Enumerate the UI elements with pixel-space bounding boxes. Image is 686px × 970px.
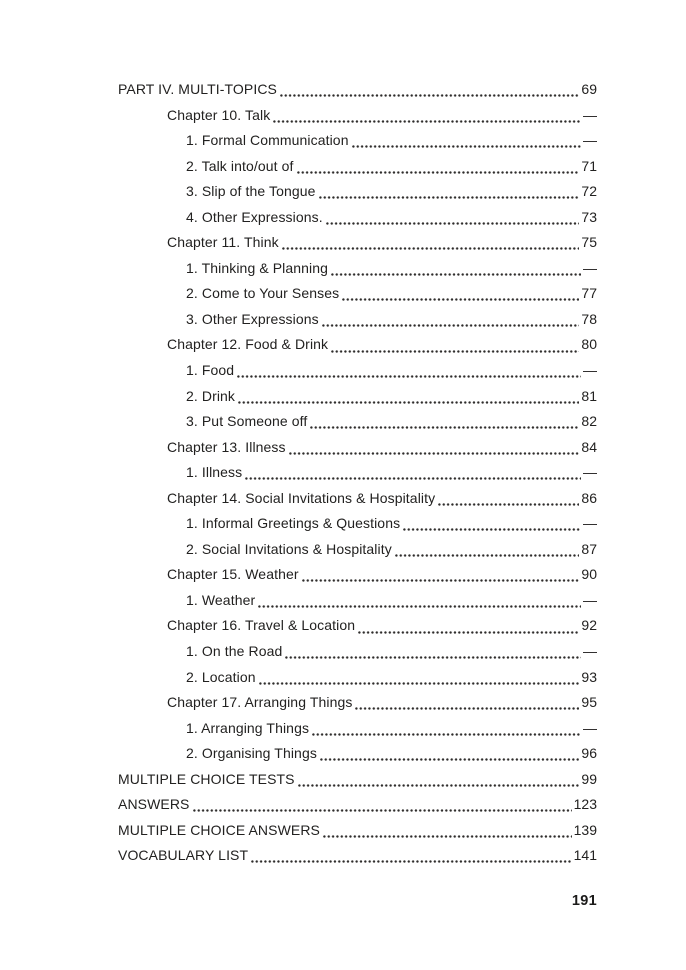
toc-entry <box>118 690 597 716</box>
toc-entry-label: 1. Arranging Things <box>186 719 310 736</box>
toc-entry-page: 71 <box>581 157 597 174</box>
toc-entry-page: — <box>583 362 597 379</box>
toc-entry-page: 139 <box>573 821 597 838</box>
dot-leader <box>193 809 572 812</box>
dot-leader <box>342 298 579 301</box>
toc-entry-page: — <box>583 515 597 532</box>
dot-leader <box>352 145 581 148</box>
dot-leader <box>358 631 579 634</box>
toc-entry-page: — <box>583 132 597 149</box>
toc-entry-label: 1. On the Road <box>186 643 283 660</box>
toc-entry-label: VOCABULARY LIST <box>118 847 249 864</box>
toc-entry <box>118 562 597 588</box>
toc-entry-page: — <box>583 259 597 276</box>
toc-entry <box>118 843 597 869</box>
toc-entry-label: Chapter 17. Arranging Things <box>167 694 353 711</box>
dot-leader <box>320 758 579 761</box>
toc-entry-label: 1. Food <box>186 362 235 379</box>
toc-entry-page: 141 <box>573 847 597 864</box>
toc-entry-page: 75 <box>581 234 597 251</box>
dot-leader <box>326 222 580 225</box>
toc-entry <box>118 332 597 358</box>
dot-leader <box>245 477 581 480</box>
toc-entry-page: — <box>583 106 597 123</box>
toc-entry-page: 93 <box>581 668 597 685</box>
dot-leader <box>238 401 579 404</box>
toc-entry-label: Chapter 13. Illness <box>167 438 286 455</box>
dot-leader <box>331 273 581 276</box>
dot-leader <box>280 94 579 97</box>
toc-entry-label: Chapter 16. Travel & Location <box>167 617 356 634</box>
toc-entry-label: 1. Informal Greetings & Questions <box>186 515 401 532</box>
dot-leader <box>251 860 571 863</box>
toc-entry-page: — <box>583 464 597 481</box>
dot-leader <box>319 196 580 199</box>
dot-leader <box>310 426 579 429</box>
toc-entry-page: 73 <box>581 208 597 225</box>
toc-entry <box>118 613 597 639</box>
toc-entry-page: 90 <box>581 566 597 583</box>
toc-entry-label: MULTIPLE CHOICE TESTS <box>118 770 295 787</box>
dot-leader <box>285 656 581 659</box>
dot-leader <box>312 733 581 736</box>
toc-entry-label: 2. Come to Your Senses <box>186 285 340 302</box>
toc-entry-label: Chapter 14. Social Invitations & Hospitality <box>167 489 436 506</box>
toc-entry-label: 2. Organising Things <box>186 745 317 762</box>
toc-entry <box>118 179 597 205</box>
toc-entry <box>118 103 597 129</box>
dot-leader <box>403 528 581 531</box>
toc-entry-label: 1. Weather <box>186 591 256 608</box>
toc-entry-label: Chapter 12. Food & Drink <box>167 336 329 353</box>
toc-entry-label: 3. Put Someone off <box>186 413 308 430</box>
toc-entry-page: 80 <box>581 336 597 353</box>
toc-entry-label: 3. Slip of the Tongue <box>186 183 316 200</box>
toc-entry-page: 96 <box>581 745 597 762</box>
toc-entry-label: MULTIPLE CHOICE ANSWERS <box>118 821 320 838</box>
dot-leader <box>438 503 579 506</box>
toc-entry <box>118 639 597 665</box>
toc-entry <box>118 537 597 563</box>
toc-entry <box>118 511 597 537</box>
toc-entry-label: PART IV. MULTI-TOPICS <box>118 81 277 97</box>
dot-leader <box>258 605 581 608</box>
toc-entry <box>118 358 597 384</box>
toc-entry <box>118 767 597 793</box>
dot-leader <box>395 554 580 557</box>
toc-entry <box>118 128 597 154</box>
toc-entry-label: 1. Formal Communication <box>186 132 349 149</box>
toc-entry <box>118 665 597 691</box>
toc-entry-page: 123 <box>573 796 597 813</box>
toc-entry <box>118 307 597 333</box>
dot-leader <box>289 452 580 455</box>
toc-entry <box>118 716 597 742</box>
toc-entry <box>118 435 597 461</box>
toc-entry-label: 2. Drink <box>186 387 236 404</box>
toc-entry-label: Chapter 11. Think <box>167 234 279 251</box>
toc-entry-label: 3. Other Expressions <box>186 310 319 327</box>
dot-leader <box>273 120 581 123</box>
toc-entry-label: 2. Talk into/out of <box>186 157 294 174</box>
toc-entry <box>118 205 597 231</box>
toc-entry <box>118 77 597 103</box>
toc-entry-label: Chapter 10. Talk <box>167 106 271 123</box>
dot-leader <box>297 171 580 174</box>
toc-entry <box>118 409 597 435</box>
toc-entry-label: 1. Illness <box>186 464 243 481</box>
toc-entry-page: 92 <box>581 617 597 634</box>
toc-entry-page: 86 <box>581 489 597 506</box>
toc-entry-page: 81 <box>581 387 597 404</box>
toc-entry-page: 77 <box>581 285 597 302</box>
toc-entry-page: — <box>583 643 597 660</box>
toc-entry-label: 2. Location <box>186 668 256 685</box>
toc-entry <box>118 384 597 410</box>
toc-entry-page: — <box>583 719 597 736</box>
toc-entry-page: 69 <box>581 81 597 97</box>
toc-entry <box>118 230 597 256</box>
toc-list <box>118 77 597 869</box>
dot-leader <box>302 579 580 582</box>
dot-leader <box>355 707 579 710</box>
toc-entry <box>118 792 597 818</box>
toc-entry-page: 95 <box>581 694 597 711</box>
toc-entry-label: Chapter 15. Weather <box>167 566 299 583</box>
toc-entry-page: — <box>583 591 597 608</box>
toc-entry-label: 1. Thinking & Planning <box>186 259 329 276</box>
toc-entry-page: 99 <box>581 770 597 787</box>
toc-entry <box>118 154 597 180</box>
toc-entry-label: 2. Social Invitations & Hospitality <box>186 540 392 557</box>
toc-entry-page: 72 <box>581 183 597 200</box>
toc-entry <box>118 818 597 844</box>
dot-leader <box>298 784 580 787</box>
toc-entry-page: 84 <box>581 438 597 455</box>
toc-entry-label: 4. Other Expressions. <box>186 208 323 225</box>
toc-entry-page: 82 <box>581 413 597 430</box>
dot-leader <box>323 835 572 838</box>
toc-entry <box>118 588 597 614</box>
toc-entry <box>118 486 597 512</box>
dot-leader <box>331 350 579 353</box>
dot-leader <box>282 247 580 250</box>
toc-entry <box>118 741 597 767</box>
toc-entry <box>118 281 597 307</box>
dot-leader <box>322 324 580 327</box>
toc-entry-label: ANSWERS <box>118 796 190 813</box>
toc-entry <box>118 256 597 282</box>
folio-page-number: 191 <box>571 893 597 909</box>
toc-entry-page: 87 <box>581 540 597 557</box>
toc-entry <box>118 460 597 486</box>
toc-entry-page: 78 <box>581 310 597 327</box>
dot-leader <box>237 375 581 378</box>
dot-leader <box>259 682 580 685</box>
